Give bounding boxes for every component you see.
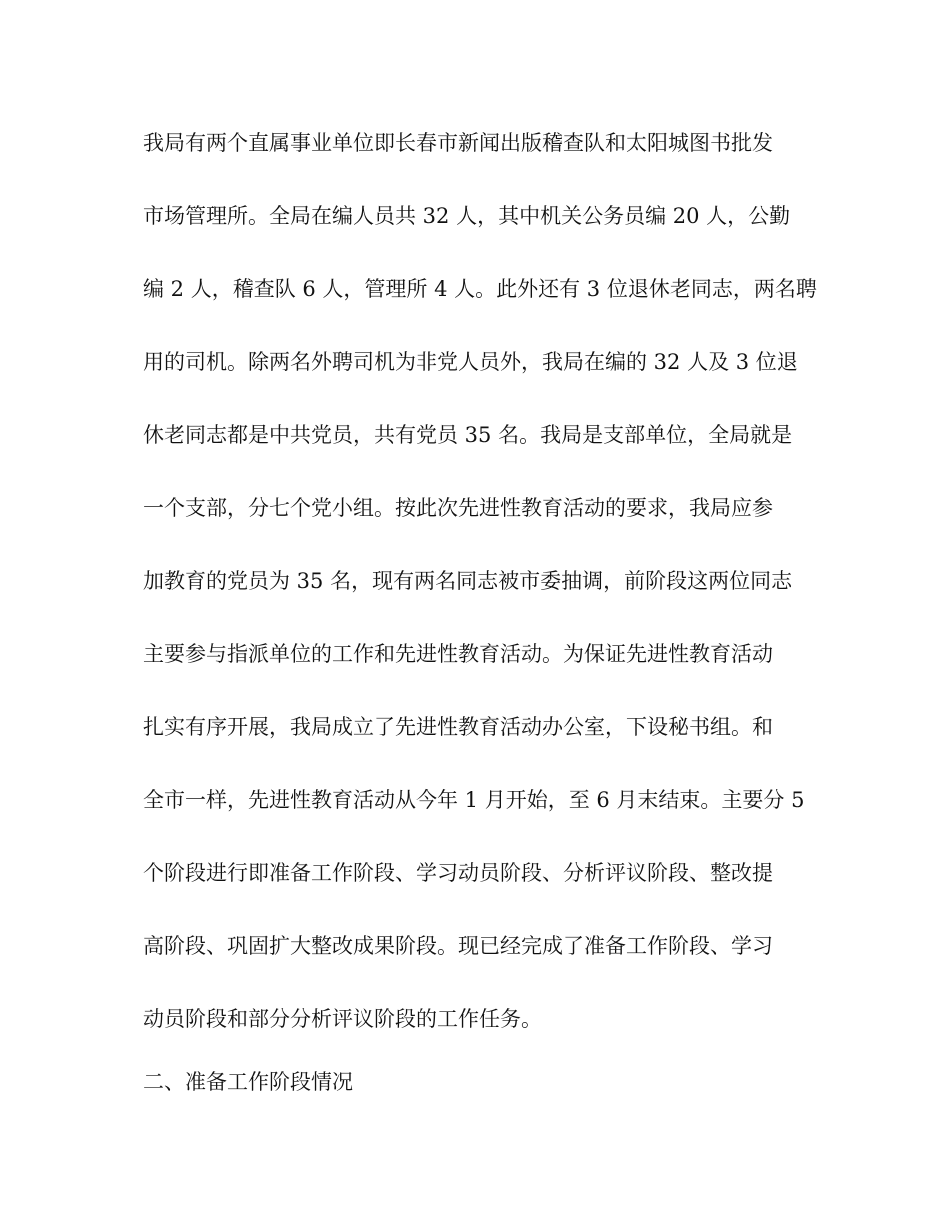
paragraph-line: 动员阶段和部分分析评议阶段的工作任务。 bbox=[143, 1007, 542, 1031]
paragraph-line: 加教育的党员为 35 名，现有两名同志被市委抽调，前阶段这两位同志 bbox=[143, 569, 793, 593]
paragraph-line: 一个支部，分七个党小组。按此次先进性教育活动的要求，我局应参 bbox=[143, 496, 773, 520]
paragraph-line: 扎实有序开展，我局成立了先进性教育活动办公室，下设秘书组。和 bbox=[143, 715, 773, 739]
body-text bbox=[143, 128, 817, 1094]
section-heading: 二、准备工作阶段情况 bbox=[143, 1070, 353, 1094]
paragraph-line: 我局有两个直属事业单位即长春市新闻出版稽查队和太阳城图书批发 bbox=[143, 131, 773, 155]
paragraph-line: 休老同志都是中共党员，共有党员 35 名。我局是支部单位，全局就是 bbox=[143, 423, 793, 447]
paragraph-line: 主要参与指派单位的工作和先进性教育活动。为保证先进性教育活动 bbox=[143, 642, 773, 666]
paragraph-line: 编 2 人，稽查队 6 人，管理所 4 人。此外还有 3 位退休老同志，两名聘 bbox=[143, 277, 817, 301]
paragraph-line: 市场管理所。全局在编人员共 32 人，其中机关公务员编 20 人，公勤 bbox=[143, 204, 791, 228]
paragraph-line: 全市一样，先进性教育活动从今年 1 月开始，至 6 月末结束。主要分 5 bbox=[143, 788, 805, 812]
paragraph-line: 用的司机。除两名外聘司机为非党人员外，我局在编的 32 人及 3 位退 bbox=[143, 350, 798, 374]
paragraph-line: 高阶段、巩固扩大整改成果阶段。现已经完成了准备工作阶段、学习 bbox=[143, 934, 773, 958]
paragraph-line: 个阶段进行即准备工作阶段、学习动员阶段、分析评议阶段、整改提 bbox=[143, 861, 773, 885]
